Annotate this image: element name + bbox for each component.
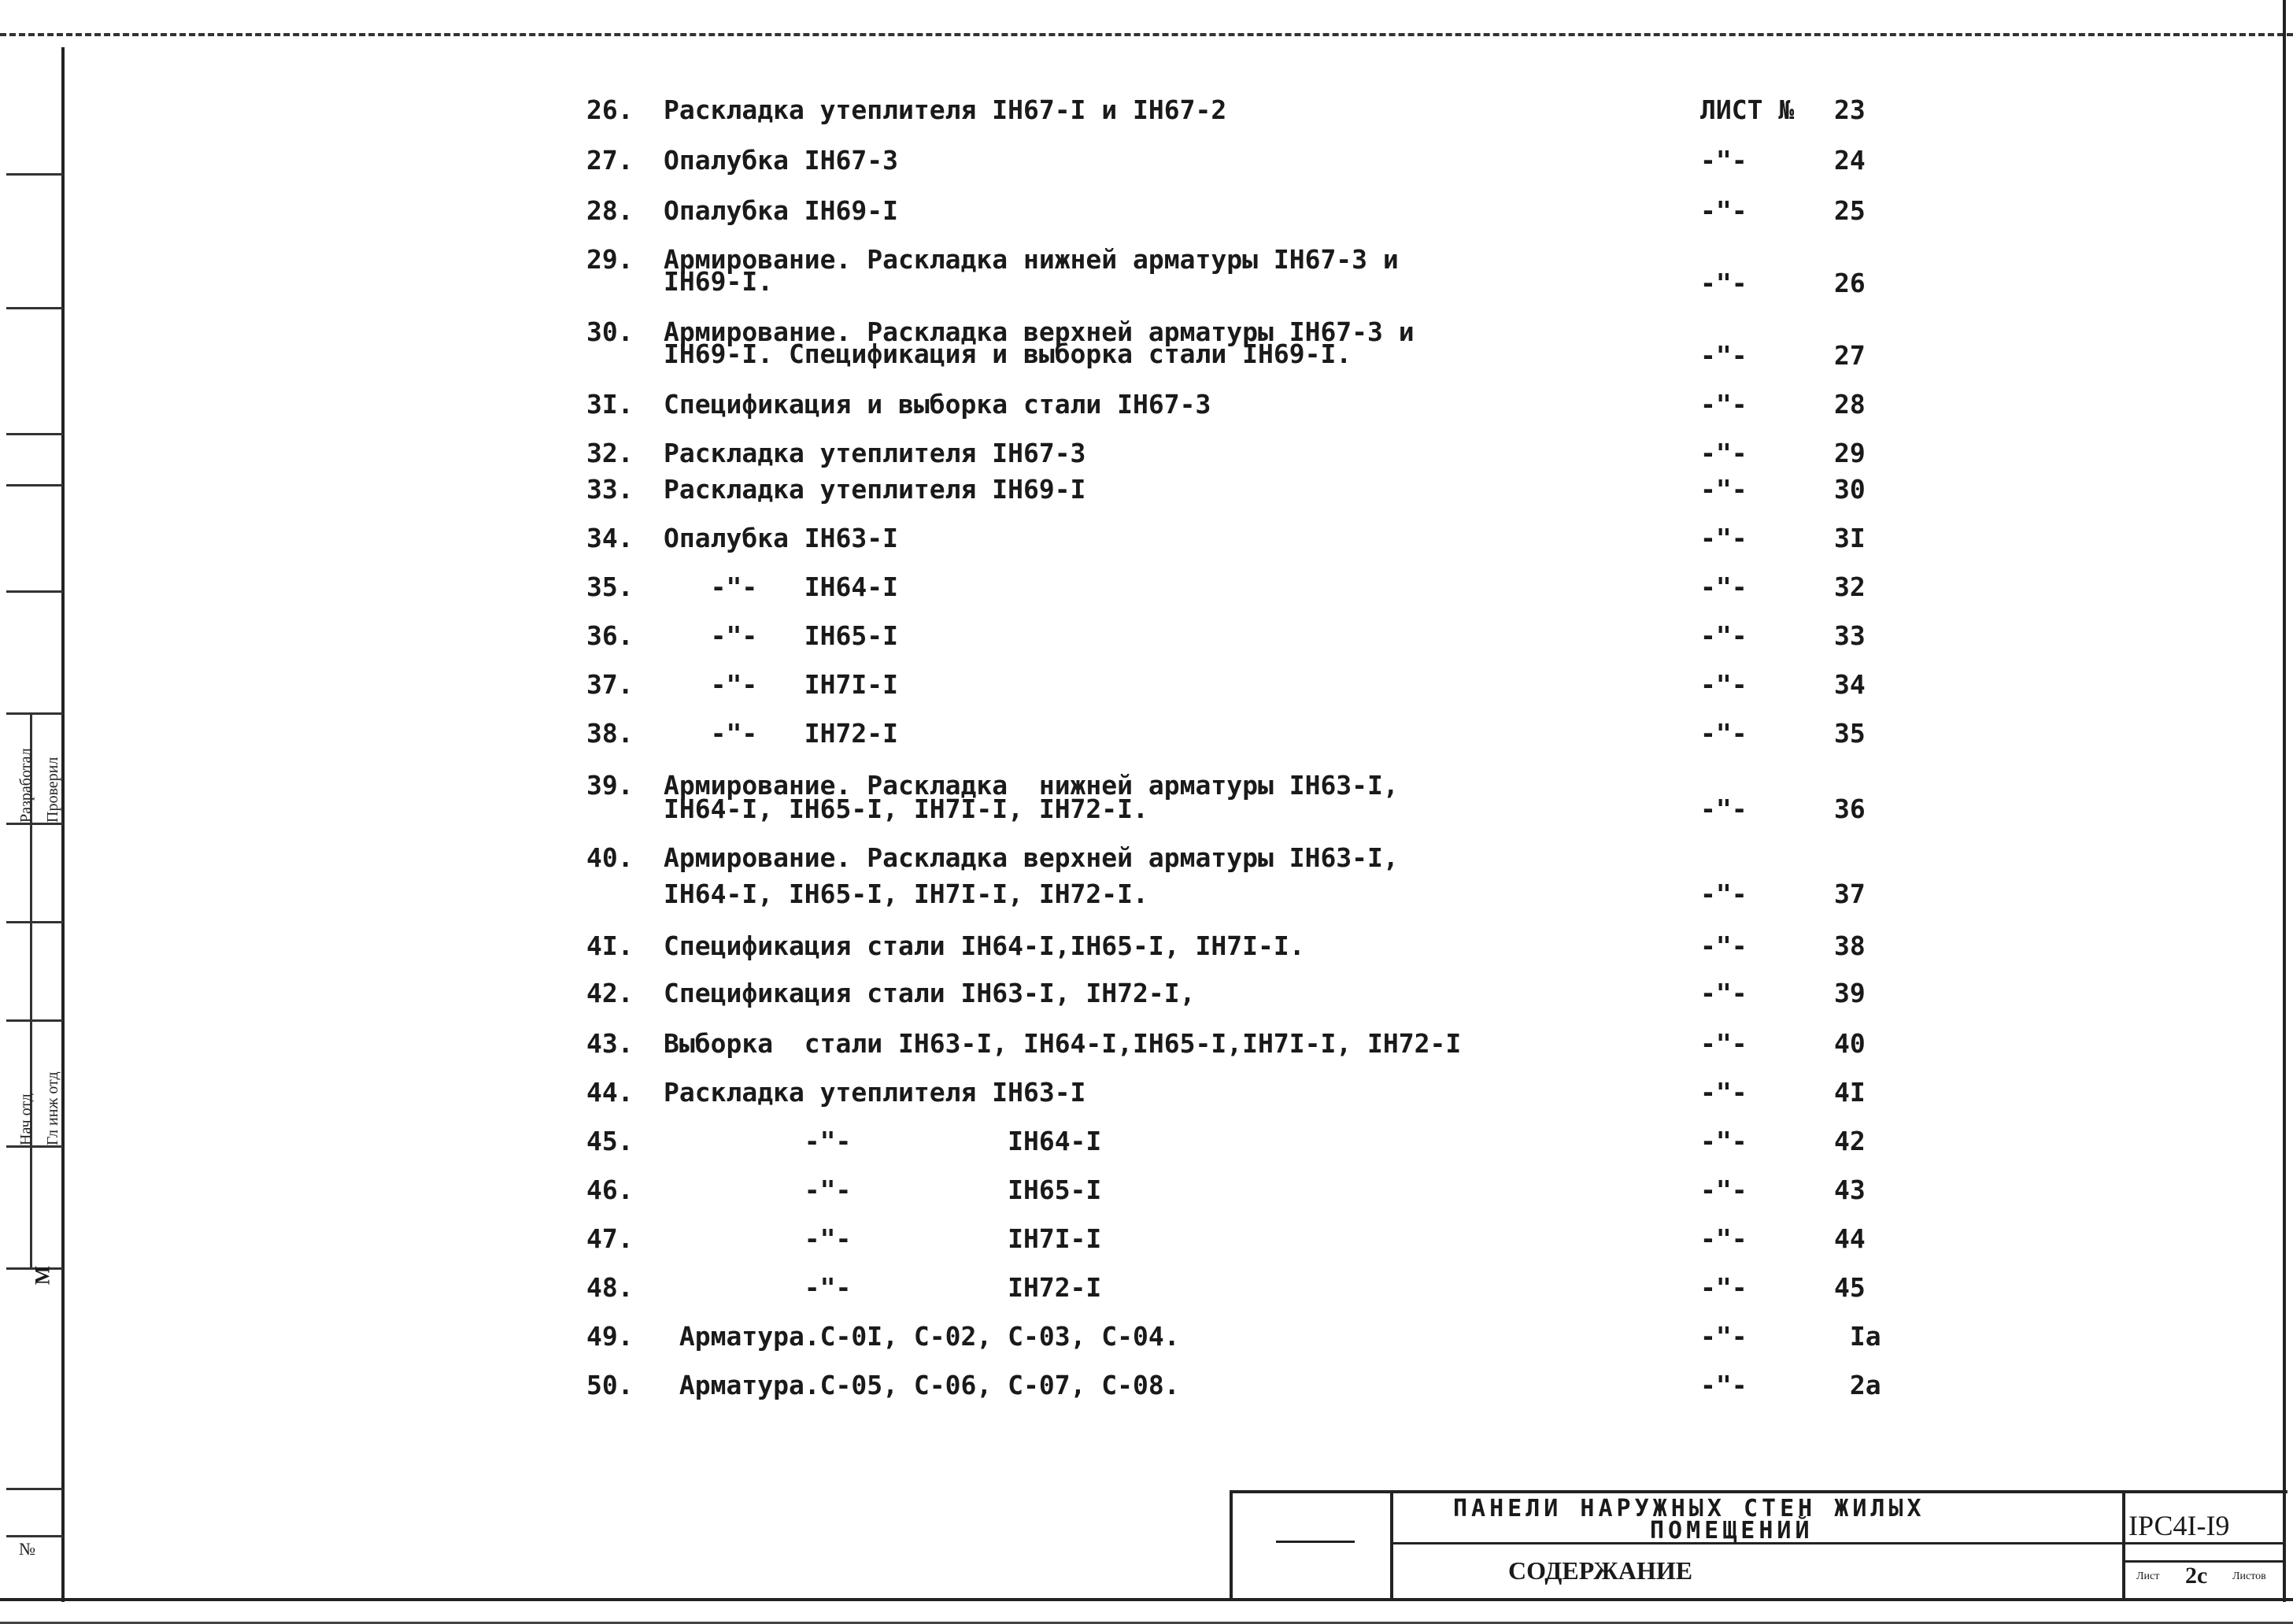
entry-sheet-label: -"-: [1700, 438, 1747, 468]
entry-page: 40: [1834, 1028, 1866, 1059]
entry-number: 28.: [586, 195, 634, 226]
entry-number: 37.: [586, 669, 634, 700]
sheet-number: 2с: [2185, 1563, 2208, 1589]
title-block-dash: [1276, 1541, 1355, 1543]
entry-sheet-label: -"-: [1700, 340, 1747, 371]
entry-title: Опалубка IH69-I: [664, 195, 899, 226]
entry-title: Опалубка IH67-3: [664, 145, 899, 176]
entry-page: 24: [1834, 145, 1866, 176]
entry-number: 36.: [586, 620, 634, 651]
entry-sheet-label: -"-: [1700, 523, 1747, 553]
entry-number: 49.: [586, 1321, 634, 1352]
entry-number: 42.: [586, 978, 634, 1008]
entry-sheet-label: -"-: [1700, 1321, 1747, 1352]
entry-number: 30.: [586, 316, 634, 347]
document-code: IРС4I-I9: [2128, 1510, 2230, 1541]
entry-page: Iа: [1834, 1321, 1881, 1352]
entry-title: Опалубка IH63-I: [664, 523, 899, 553]
entry-page: 27: [1834, 340, 1866, 371]
entry-number: 45.: [586, 1126, 634, 1156]
number-label: №: [19, 1539, 35, 1559]
entry-number: 27.: [586, 145, 634, 176]
entry-page: 2а: [1834, 1370, 1881, 1400]
entry-title: Спецификация стали IH63-I, IH72-I,: [664, 978, 1196, 1008]
document-title-continued: ПОМЕЩЕНИЙ: [1650, 1517, 1814, 1544]
entry-sheet-label: -"-: [1700, 572, 1747, 602]
entry-title: Армирование. Раскладка нижней арматуры IH67-3 и: [664, 244, 1399, 275]
entry-page: 36: [1834, 794, 1866, 824]
entry-page: 30: [1834, 474, 1866, 505]
entry-title: -"- IH64-I: [664, 572, 899, 602]
m-label: М: [31, 1265, 54, 1286]
entry-sheet-label: -"-: [1700, 1126, 1747, 1156]
document-title: ПАНЕЛИ НАРУЖНЫХ СТЕН ЖИЛЫХ: [1453, 1495, 1925, 1522]
entry-number: 39.: [586, 770, 634, 801]
entry-sheet-label: -"-: [1700, 1077, 1747, 1108]
entry-title: -"- IH72-I: [664, 1272, 1102, 1303]
entry-page: 35: [1834, 718, 1866, 749]
entry-number: 50.: [586, 1370, 634, 1400]
entry-sheet-label: ЛИСТ №: [1700, 94, 1795, 125]
entry-sheet-label: -"-: [1700, 195, 1747, 226]
entry-title: Армирование. Раскладка нижней арматуры IH63-I,: [664, 770, 1399, 801]
entry-page: 23: [1834, 94, 1866, 125]
entry-page: 3I: [1834, 523, 1866, 553]
entry-number: 3I.: [586, 389, 634, 420]
entry-title: Спецификация стали IH64-I,IH65-I, IH7I-I.: [664, 930, 1305, 961]
entry-page: 25: [1834, 195, 1866, 226]
chief-eng-label: Гл инж отд: [44, 1071, 61, 1145]
entry-page: 44: [1834, 1223, 1866, 1254]
entry-number: 33.: [586, 474, 634, 505]
sheet-label: Лист: [2136, 1570, 2160, 1582]
entry-page: 42: [1834, 1126, 1866, 1156]
entry-page: 34: [1834, 669, 1866, 700]
entry-title: Раскладка утеплителя IH69-I: [664, 474, 1086, 505]
entry-title: Раскладка утеплителя IH63-I: [664, 1077, 1086, 1108]
entry-number: 43.: [586, 1028, 634, 1059]
entry-title: Раскладка утеплителя IH67-I и IH67-2: [664, 94, 1227, 125]
entry-number: 35.: [586, 572, 634, 602]
entry-title: -"- IH65-I: [664, 620, 899, 651]
entry-title: -"- IH7I-I: [664, 1223, 1102, 1254]
entry-title-continued: IH69-I. Спецификация и выборка стали IH69-I.: [664, 338, 1352, 369]
entry-number: 47.: [586, 1223, 634, 1254]
entry-page: 4I: [1834, 1077, 1866, 1108]
entry-sheet-label: -"-: [1700, 879, 1747, 909]
entry-number: 29.: [586, 244, 634, 275]
entry-sheet-label: -"-: [1700, 474, 1747, 505]
entry-sheet-label: -"-: [1700, 620, 1747, 651]
entry-page: 33: [1834, 620, 1866, 651]
entry-title: Выборка стали IH63-I, IH64-I,IH65-I,IH7I-I, IH72-I: [664, 1028, 1462, 1059]
entry-sheet-label: -"-: [1700, 669, 1747, 700]
entry-sheet-label: -"-: [1700, 794, 1747, 824]
entry-title: -"- IH72-I: [664, 718, 899, 749]
entry-sheet-label: -"-: [1700, 145, 1747, 176]
entry-sheet-label: -"-: [1700, 718, 1747, 749]
entry-title-continued: IH64-I, IH65-I, IH7I-I, IH72-I.: [664, 794, 1148, 824]
entry-number: 4I.: [586, 930, 634, 961]
entry-sheet-label: -"-: [1700, 930, 1747, 961]
entry-title-continued: IH64-I, IH65-I, IH7I-I, IH72-I.: [664, 879, 1148, 909]
entry-title: Спецификация и выборка стали IH67-3: [664, 389, 1211, 420]
entry-number: 40.: [586, 842, 634, 873]
title-block-divider: [1390, 1493, 1393, 1601]
entry-page: 45: [1834, 1272, 1866, 1303]
entry-number: 34.: [586, 523, 634, 553]
entry-page: 28: [1834, 389, 1866, 420]
entry-page: 38: [1834, 930, 1866, 961]
head-dept-label: Нач отд: [17, 1093, 35, 1145]
entry-sheet-label: -"-: [1700, 1175, 1747, 1205]
entry-page: 32: [1834, 572, 1866, 602]
entry-number: 48.: [586, 1272, 634, 1303]
title-block: [1230, 1490, 2287, 1601]
entry-number: 46.: [586, 1175, 634, 1205]
entry-sheet-label: -"-: [1700, 268, 1747, 298]
entry-page: 26: [1834, 268, 1866, 298]
entry-page: 29: [1834, 438, 1866, 468]
entry-sheet-label: -"-: [1700, 389, 1747, 420]
section-title: СОДЕРЖАНИЕ: [1508, 1556, 1693, 1585]
entry-number: 44.: [586, 1077, 634, 1108]
entry-number: 32.: [586, 438, 634, 468]
entry-page: 37: [1834, 879, 1866, 909]
entry-title: -"- IH65-I: [664, 1175, 1102, 1205]
sheets-total-label: Листов: [2232, 1570, 2266, 1582]
title-block-divider: [2122, 1493, 2125, 1601]
entry-title: Арматура.С-0I, С-02, С-03, С-04.: [664, 1321, 1180, 1352]
entry-sheet-label: -"-: [1700, 1223, 1747, 1254]
entry-page: 39: [1834, 978, 1866, 1008]
entry-title: -"- IH7I-I: [664, 669, 899, 700]
entry-number: 26.: [586, 94, 634, 125]
entry-sheet-label: -"-: [1700, 1028, 1747, 1059]
entry-sheet-label: -"-: [1700, 1370, 1747, 1400]
entry-sheet-label: -"-: [1700, 1272, 1747, 1303]
entry-page: 43: [1834, 1175, 1866, 1205]
entry-number: 38.: [586, 718, 634, 749]
entry-title: Раскладка утеплителя IH67-3: [664, 438, 1086, 468]
entry-title: -"- IH64-I: [664, 1126, 1102, 1156]
entry-title: Армирование. Раскладка верхней арматуры IH63-I,: [664, 842, 1399, 873]
developed-label: Разработал: [17, 748, 35, 823]
entry-title: Арматура.С-05, С-06, С-07, С-08.: [664, 1370, 1180, 1400]
checked-label: Проверил: [44, 757, 61, 823]
title-block-divider: [1390, 1542, 2284, 1544]
entry-title-continued: IH69-I.: [664, 266, 774, 297]
entry-sheet-label: -"-: [1700, 978, 1747, 1008]
entry-title: Армирование. Раскладка верхней арматуры IH67-3 и: [664, 316, 1415, 347]
